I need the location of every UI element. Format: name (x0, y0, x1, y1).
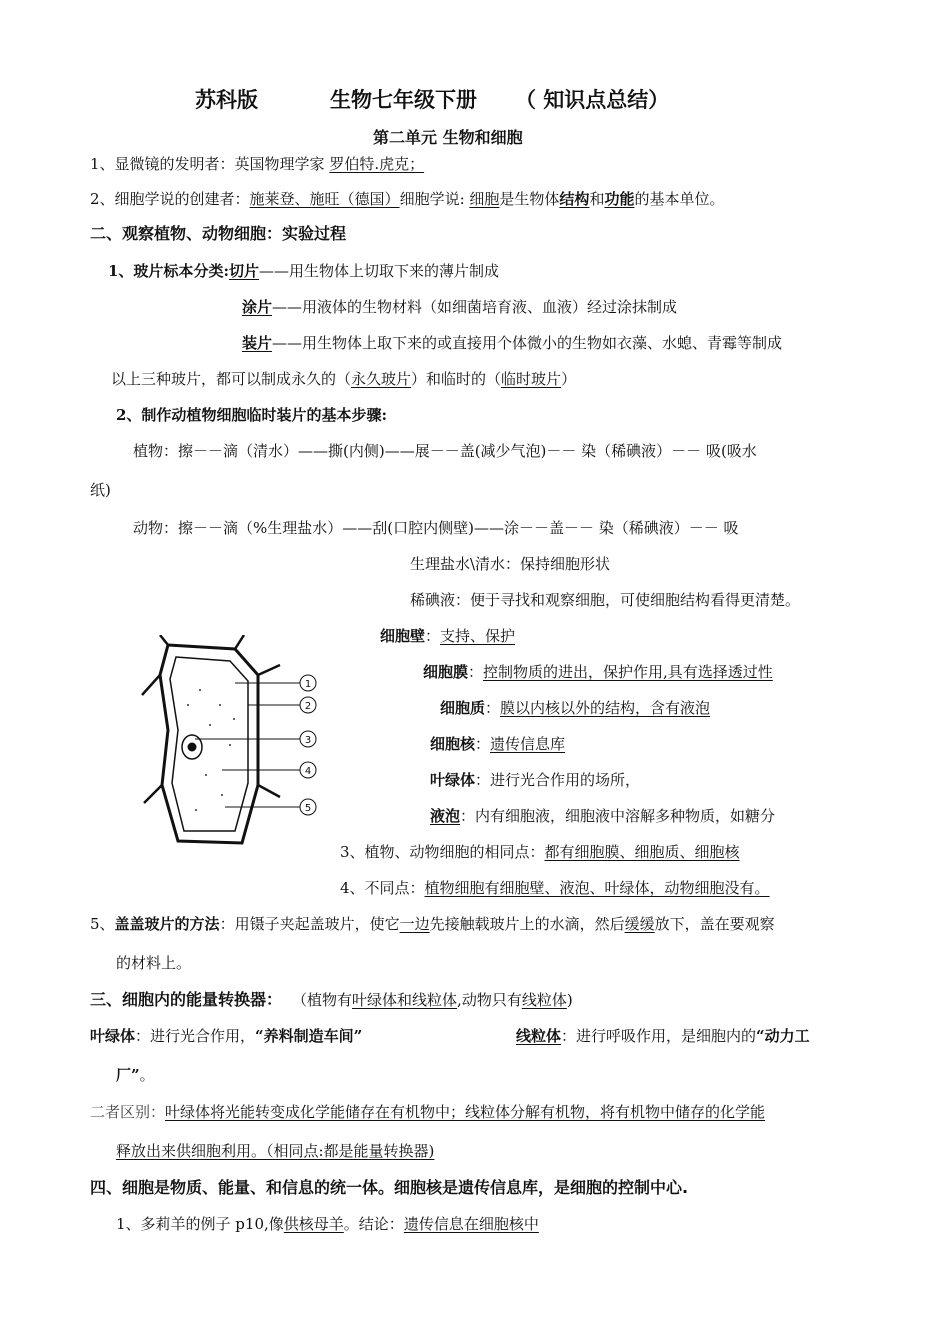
section-3-heading: 三、细胞内的能量转换器： (90, 990, 283, 1009)
structure-cytoplasm (440, 698, 710, 718)
permanent-slide: 永久玻片 (351, 370, 412, 388)
same-text: 都有细胞膜、细胞质、细胞核 (544, 843, 740, 861)
mito-term: 线粒体 (516, 1027, 562, 1045)
structure-desc: 膜以内核以外的结构，含有液泡 (500, 699, 711, 717)
cover-mid: 先接触载玻片上的水滴，然后 (429, 915, 625, 933)
slide-type-mount (242, 333, 782, 353)
difference-pre: 二者区别： (90, 1103, 166, 1121)
l2-is: 是生物体 (499, 190, 560, 208)
animal-steps: 动物：擦－－滴（%生理盐水）——刮(口腔内侧壁)——涂－－盖－－ 染（稀碘液）－－ 吸 (133, 519, 739, 537)
cell-theory-line (90, 189, 724, 209)
structure-term: 结构 (559, 190, 590, 208)
similarities-line (340, 842, 740, 862)
saline-purpose: 生理盐水\清水：保持细胞形状 (410, 555, 611, 573)
slide-term-cut: 切片 (228, 262, 259, 280)
difference-text: 叶绿体将光能转变成化学能储存在有机物中；线粒体分解有机物，将有机物中储存的化学能 (165, 1103, 766, 1121)
mito-desc: ：进行呼吸作用，是细胞内的 (561, 1027, 757, 1045)
structure-desc: 内有细胞液，细胞液中溶解多种物质，如糖分 (475, 807, 776, 825)
structure-desc: 遗传信息库 (490, 735, 566, 753)
structure-term: 细胞膜 (423, 663, 469, 681)
slide-type-cut (108, 261, 499, 281)
structure-desc: 控制物质的进出，保护作用,具有选择透过性 (483, 663, 773, 681)
diff-text: 植物细胞有细胞壁、液泡、叶绿体，动物细胞没有。 (424, 879, 770, 897)
page-title (195, 90, 669, 110)
summary-mid: ）和临时的（ (411, 370, 502, 388)
s3-note-post: ) (566, 991, 573, 1009)
slide-type-smear (242, 297, 677, 317)
chloroplast-line (90, 1026, 362, 1046)
plant-steps: 植物：擦－－滴（清水）——撕(内侧)——展－－盖(减少气泡)－－ 染（稀碘液）－－ 吸(吸水 (133, 442, 757, 460)
cover-slow: 缓缓 (624, 915, 655, 933)
structure-sep: ： (468, 663, 484, 681)
cover-term: 盖盖玻片的方法 (114, 915, 220, 933)
summary-pre: 以上三种玻片，都可以制成永久的（ (111, 370, 352, 388)
structure-chloroplast (430, 770, 640, 790)
summary-post: ） (561, 370, 577, 388)
same-pre: 3、植物、动物细胞的相同点： (340, 843, 545, 861)
l2-post: 的基本单位。 (634, 190, 725, 208)
cover-pre: ：用镊子夹起盖玻片，使它 (219, 915, 400, 933)
structure-sep: ： (475, 735, 491, 753)
function-term: 功能 (604, 190, 635, 208)
l1-pre: 1、显微镜的发明者：英国物理学家 (90, 155, 330, 173)
plant-steps-cont: 纸) (90, 481, 111, 499)
cover-post: 放下，盖在要观察 (654, 915, 775, 933)
s3-note-mid: ,动物只有 (457, 991, 522, 1009)
microscope-inventor-line (90, 154, 424, 174)
iodine-purpose: 稀碘液：便于寻找和观察细胞，可使细胞结构看得更清楚。 (410, 591, 801, 609)
theory-founders: 施莱登、施旺（德国） (249, 190, 400, 208)
structure-sep: ： (460, 807, 476, 825)
structure-cell-wall (380, 626, 515, 646)
l2-pre: 2、细胞学说的创建者： (90, 190, 250, 208)
mitochondria-cont (116, 1065, 155, 1085)
cover-num: 5、 (90, 915, 115, 933)
s3-note-pre: （植物有 (292, 991, 353, 1009)
section-2-heading: 二、观察植物、动物细胞：实验过程 (90, 224, 347, 243)
structure-sep: ： (485, 699, 501, 717)
structure-term: 液泡 (430, 807, 461, 825)
structure-sep: ： (425, 627, 441, 645)
figure-label-5: 5 (304, 803, 312, 814)
chloro-nick: “养料制造车间” (255, 1027, 363, 1045)
mito-end: 。 (139, 1066, 155, 1084)
dolly-mid: 。结论： (343, 1215, 404, 1233)
chloro-desc: ：进行光合作用， (135, 1027, 256, 1045)
section-4-heading: 四、细胞是物质、能量、和信息的统一体。细胞核是遗传信息库，是细胞的控制中心. (90, 1178, 689, 1197)
structure-desc: 支持、保护 (440, 627, 516, 645)
diff-pre: 4、不同点： (340, 879, 425, 897)
l2-mid: 细胞学说: (399, 190, 470, 208)
structure-desc: 进行光合作用的场所， (490, 771, 641, 789)
dolly-pre: 1、多莉羊的例子 p10,像 (116, 1215, 284, 1233)
structure-term: 细胞核 (430, 735, 476, 753)
title-kind: （ 知识点总结） (515, 88, 670, 112)
section-3-line (90, 990, 573, 1010)
s3-note-animal: 线粒体 (521, 991, 567, 1009)
cell-term: 细胞 (469, 190, 500, 208)
slides-intro: 1、玻片标本分类: (108, 262, 229, 280)
l2-and: 和 (589, 190, 605, 208)
dolly-line (116, 1214, 539, 1234)
unit-title: 第二单元 生物和细胞 (373, 128, 523, 147)
plant-cell-diagram (140, 635, 340, 850)
figure-label-3: 3 (304, 735, 312, 746)
s3-note-plant: 叶绿体和线粒体 (352, 991, 458, 1009)
structure-vacuole (430, 806, 775, 826)
title-publisher: 苏科版 (195, 88, 258, 112)
structure-nucleus (430, 734, 565, 754)
coverslip-method-cont: 的材料上。 (116, 954, 192, 972)
inventor-name: 罗伯特.虎克； (329, 155, 425, 173)
structure-term: 细胞壁 (380, 627, 426, 645)
mitochondria-line (516, 1026, 810, 1046)
steps-heading: 2、制作动植物细胞临时装片的基本步骤: (116, 406, 387, 424)
slide-term-mount: 装片 (242, 334, 273, 352)
differences-line (340, 878, 770, 898)
chloro-term: 叶绿体 (90, 1027, 136, 1045)
title-book: 生物七年级下册 (330, 88, 477, 112)
coverslip-method-line (90, 914, 775, 934)
structure-term: 细胞质 (440, 699, 486, 717)
mito-nick-cont: 厂” (116, 1066, 140, 1084)
structure-sep: ： (475, 771, 491, 789)
slide-term-smear: 涂片 (242, 298, 273, 316)
structure-cell-membrane (423, 662, 773, 682)
slide-desc-mount: ——用生物体上取下来的或直接用个体微小的生物如衣藻、水螅、青霉等制成 (272, 334, 783, 352)
dolly-conclusion: 遗传信息在细胞核中 (403, 1215, 539, 1233)
structure-term: 叶绿体 (430, 771, 476, 789)
slide-desc-smear: ——用液体的生物材料（如细菌培育液、血液）经过涂抹制成 (272, 298, 678, 316)
cover-edge: 一边 (399, 915, 430, 933)
difference-cont: 释放出来供细胞利用。（相同点:都是能量转换器) (116, 1142, 435, 1160)
slide-desc-cut: ——用生物体上切取下来的薄片制成 (259, 262, 500, 280)
dolly-donor: 供核母羊 (283, 1215, 344, 1233)
difference-line (90, 1102, 765, 1122)
mito-nick: “动力工 (756, 1027, 810, 1045)
slides-summary (111, 369, 576, 389)
figure-label-2: 2 (304, 701, 312, 712)
temporary-slide: 临时玻片 (501, 370, 562, 388)
figure-label-1: 1 (304, 679, 312, 690)
figure-label-4: 4 (304, 766, 312, 777)
